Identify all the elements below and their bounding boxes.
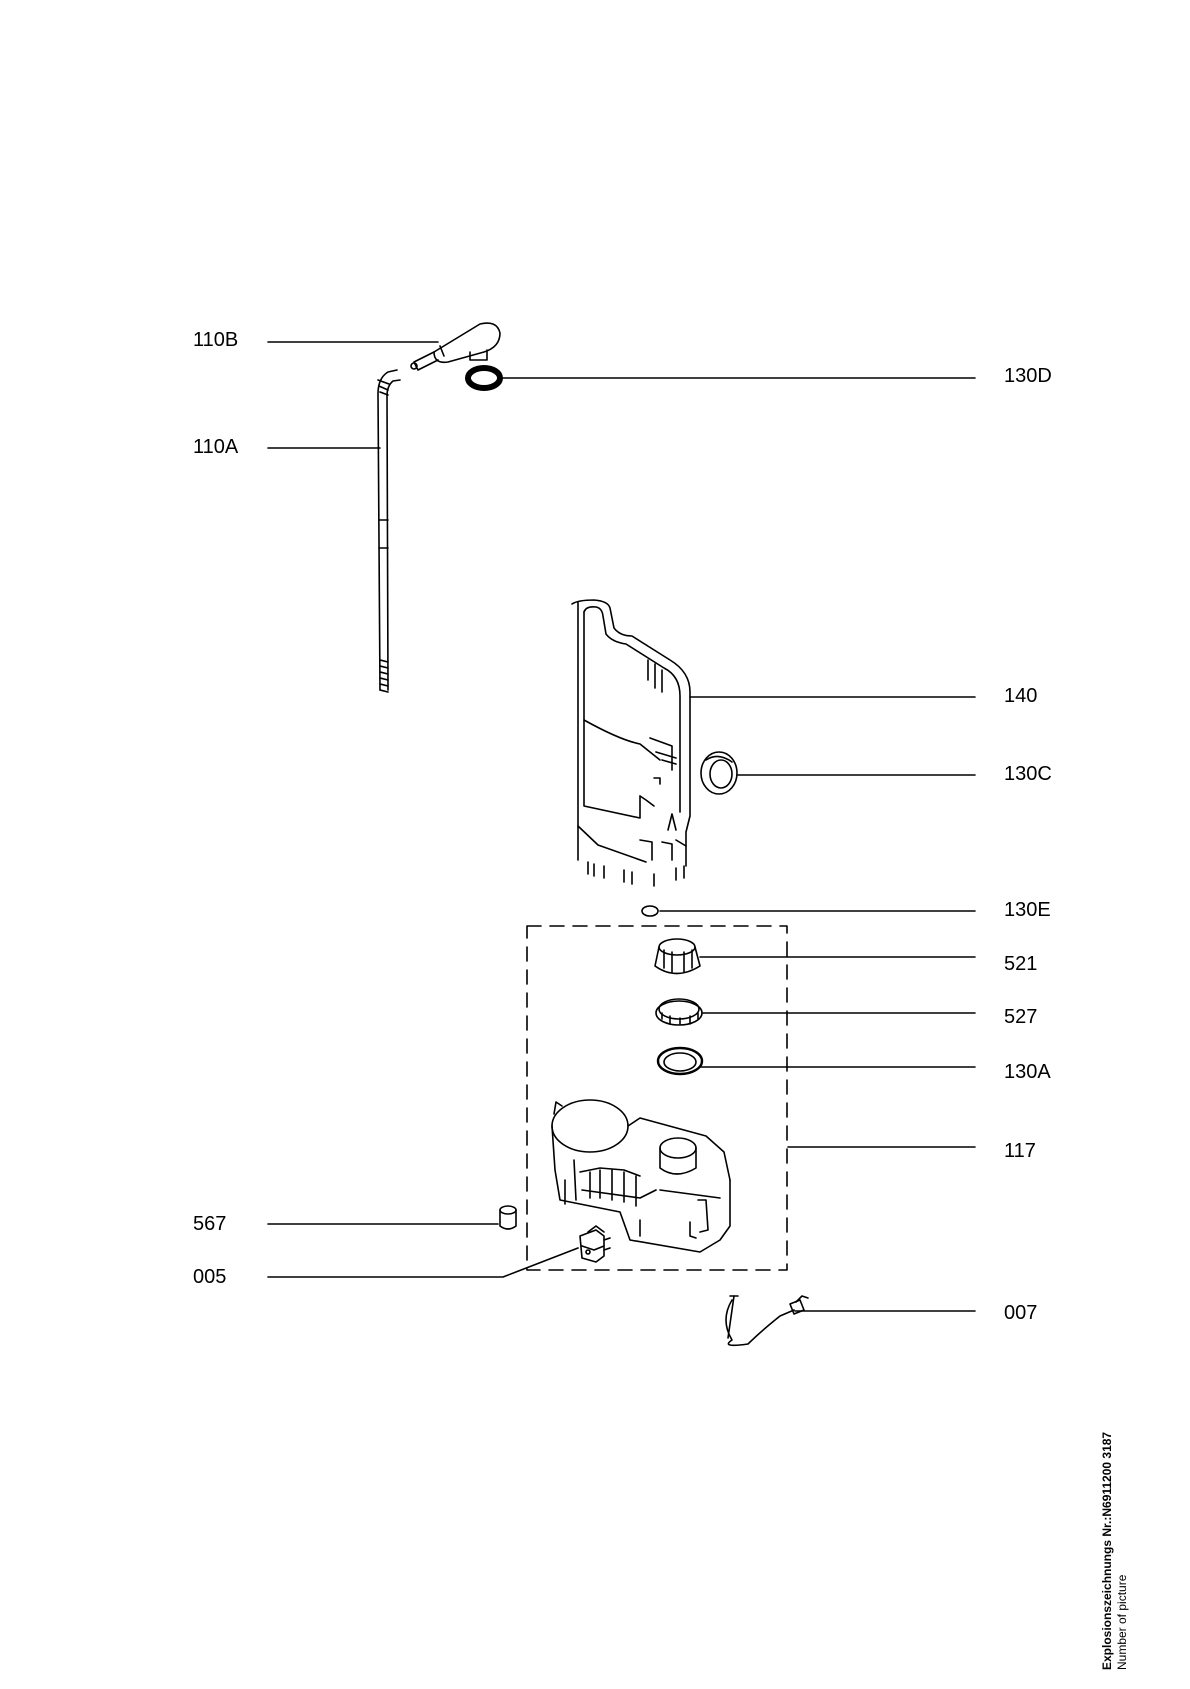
part-130C xyxy=(701,752,737,794)
part-527 xyxy=(656,999,702,1025)
assembly-box-117 xyxy=(527,926,787,1270)
part-140 xyxy=(572,600,690,886)
part-label-117: 117 xyxy=(1004,1140,1036,1162)
part-label-005: 005 xyxy=(193,1266,227,1288)
part-label-130E: 130E xyxy=(1004,899,1051,921)
part-label-140: 140 xyxy=(1004,685,1038,707)
part-521 xyxy=(655,939,700,974)
part-label-521: 521 xyxy=(1004,953,1038,975)
drawing-number: Explosionszeichnungs Nr.:N6911200 3187 xyxy=(1100,1431,1114,1670)
part-567 xyxy=(500,1206,516,1229)
part-label-007: 007 xyxy=(1004,1302,1038,1324)
part-130E xyxy=(642,906,658,916)
part-label-110A: 110A xyxy=(193,436,239,458)
part-007 xyxy=(726,1296,808,1345)
drawing-number-block xyxy=(1100,1340,1160,1670)
part-110A xyxy=(378,370,400,692)
part-label-130C: 130C xyxy=(1004,763,1052,785)
part-label-130A: 130A xyxy=(1004,1061,1051,1083)
picture-number-caption: Number of picture xyxy=(1115,1574,1129,1670)
part-label-110B: 110B xyxy=(193,329,239,351)
part-label-527: 527 xyxy=(1004,1006,1038,1028)
part-130D xyxy=(468,368,500,388)
part-110B xyxy=(411,323,500,370)
leader-005 xyxy=(268,1248,578,1277)
part-005 xyxy=(580,1226,610,1262)
part-label-130D: 130D xyxy=(1004,365,1052,387)
part-130A xyxy=(658,1048,702,1074)
part-label-567: 567 xyxy=(193,1213,227,1235)
part-117 xyxy=(552,1100,730,1252)
